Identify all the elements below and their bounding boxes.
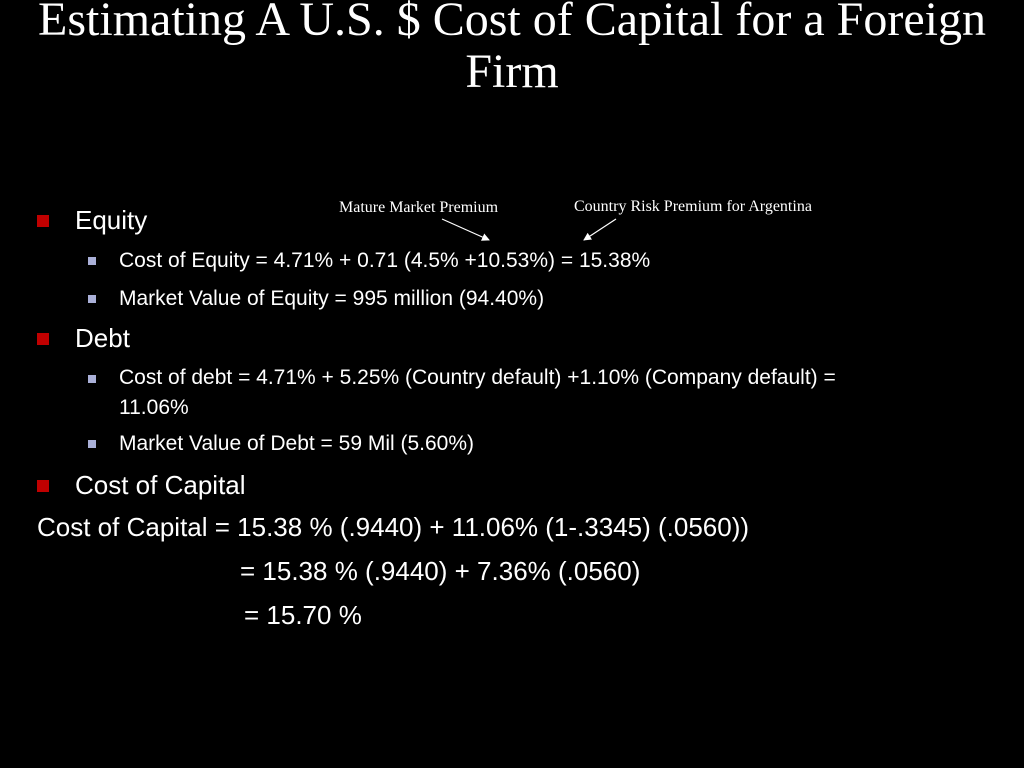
slide-title: Estimating A U.S. $ Cost of Capital for a Foreign Firm [38, 0, 986, 98]
cost-of-capital-heading: Cost of Capital [75, 470, 246, 500]
equity-bullet [37, 215, 49, 227]
market-value-equity-bullet [88, 295, 96, 303]
cost-of-debt-text-line2: 11.06% [119, 396, 189, 419]
market-value-debt-text: Market Value of Debt = 59 Mil (5.60%) [119, 432, 475, 455]
cost-of-equity-text: Cost of Equity = 4.71% + 0.71 (4.5% +10.53%) = 15.38% [119, 249, 651, 272]
cost-of-capital-bullet [37, 480, 49, 492]
debt-bullet [37, 333, 49, 345]
market-value-debt-bullet [88, 440, 96, 448]
cost-of-capital-result: = 15.70 % [244, 600, 362, 630]
cost-of-equity-bullet [88, 257, 96, 265]
country-risk-premium-annotation: Country Risk Premium for Argentina [574, 198, 812, 215]
mature-market-premium-annotation: Mature Market Premium [339, 199, 499, 216]
cost-of-capital-line2: = 15.38 % (.9440) + 7.36% (.0560) [240, 556, 641, 586]
cost-of-debt-text-line1: Cost of debt = 4.71% + 5.25% (Country default) +1.10% (Company default) = [119, 366, 836, 389]
mature-market-premium-arrow [442, 219, 489, 240]
debt-heading: Debt [75, 323, 130, 353]
equity-heading: Equity [75, 205, 148, 235]
country-risk-premium-arrow [584, 219, 616, 240]
cost-of-debt-bullet [88, 375, 96, 383]
market-value-equity-text: Market Value of Equity = 995 million (94.40%) [119, 287, 545, 310]
cost-of-capital-line1: Cost of Capital = 15.38 % (.9440) + 11.06% (1-.3345) (.0560)) [37, 512, 750, 542]
